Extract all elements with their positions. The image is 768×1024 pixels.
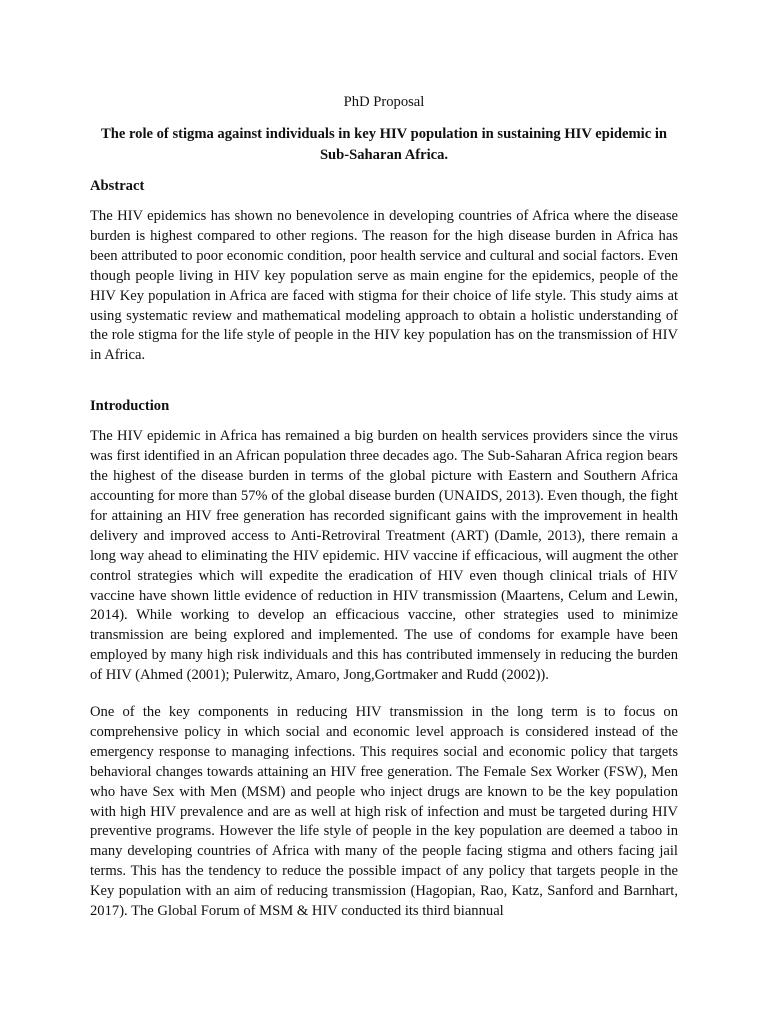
abstract-paragraph: The HIV epidemics has shown no benevolence in developing countries of Africa where the disease burden is highest compared to other regions. The reason for the high disease burden in Africa has been attributed to poor economic condition, poor health service and cultural and social factors. Even though people living in HIV key population serve as main engine for the epidemics, people of the HIV Key population in Africa are faced with stigma for their choice of life style. This study aims at using systematic review and mathematical modeling approach to obtain a holistic understanding of the role stigma for the life style of people in the HIV key population has on the transmission of HIV in Africa. <box>90 208 678 364</box>
page-header: PhD Proposal <box>343 94 425 110</box>
introduction-paragraph-1: The HIV epidemic in Africa has remained a big burden on health services providers since the virus was first identified in an African population three decades ago. The Sub-Saharan Africa region bears the highest of the disease burden in terms of the global picture with Eastern and Southern Africa accounting for more than 57% of the global disease burden (UNAIDS, 2013). Even though, the fight for attaining an HIV free generation has recorded significant gains with the improvement in health delivery and improved access to Anti-Retroviral Treatment (ART) (Damle, 2013), there remain a long way ahead to eliminating the HIV epidemic. HIV vaccine if efficacious, will augment the other control strategies which will expedite the eradication of HIV even though clinical trials of HIV vaccine have shown little evidence of reduction in HIV transmission (Maartens, Celum and Lewin, 2014). While working to develop an efficacious vaccine, other strategies used to minimize transmission are being explored and implemented. The use of condoms for example have been employed by many high risk individuals and this has contributed immensely in reducing the burden of HIV (Ahmed (2001); Pulerwitz, Amaro, Jong,Gortmaker and Rudd (2002)). <box>90 428 678 684</box>
introduction-heading: Introduction <box>90 398 170 415</box>
document-title: The role of stigma against individuals in key HIV population in sustaining HIV epidemic in Sub-Saharan Africa. <box>100 126 668 163</box>
abstract-heading: Abstract <box>90 178 145 194</box>
introduction-paragraph-2: One of the key components in reducing HIV transmission in the long term is to focus on comprehensive policy in which social and economic level approach is considered instead of the emergency response to managing infections. This requires social and economic policy that targets behavioral changes towards attaining an HIV free generation. The Female Sex Worker (FSW), Men who have Sex with Men (MSM) and people who inject drugs are known to be the key population with high HIV prevalence and are as well at high risk of infection and must be targeted during HIV preventive programs. However the life style of people in the key population are deemed a taboo in many developing countries of Africa with many of the people facing stigma and others facing jail terms. This has the tendency to reduce the possible impact of any policy that targets people in the Key population with an aim of reducing transmission (Hagopian, Rao, Katz, Sanford and Barnhart, 2017). The Global Forum of MSM & HIV conducted its third biannual <box>90 704 678 920</box>
